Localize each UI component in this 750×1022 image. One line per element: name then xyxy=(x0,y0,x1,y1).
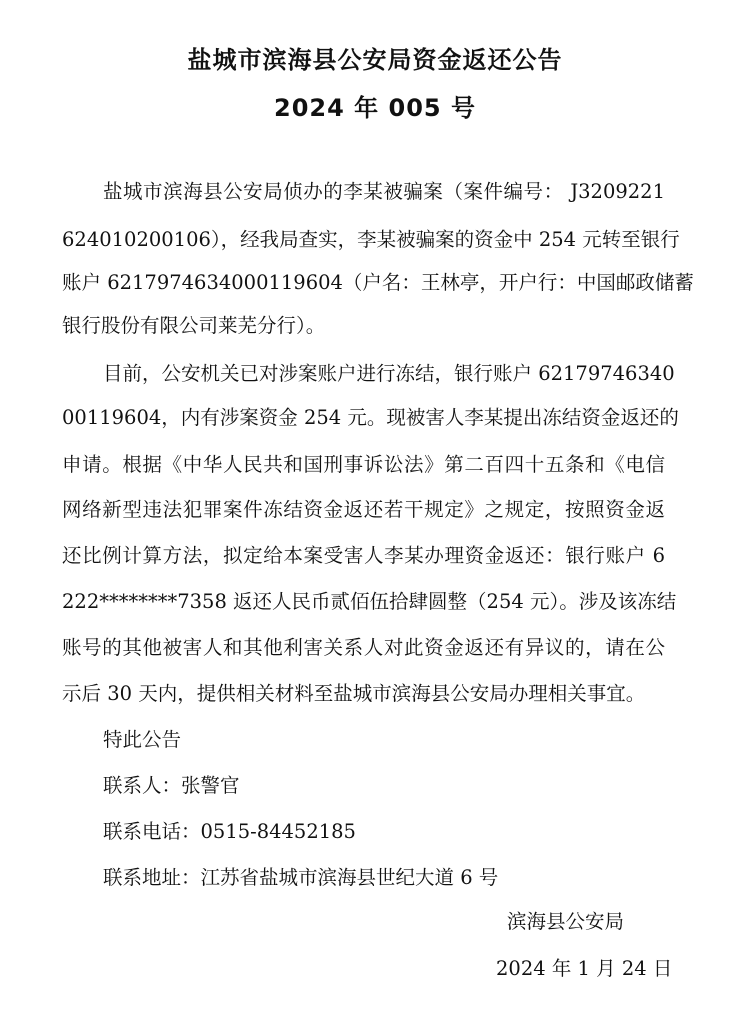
paragraph-2-line: 申请。根据《中华人民共和国刑事诉讼法》第二百四十五条和《电信 xyxy=(62,453,665,476)
paragraph-1-line: 624010200106），经我局查实，李某被骗案的资金中 254 元转至银行 xyxy=(62,228,680,251)
contact-phone: 联系电话：0515-84452185 xyxy=(103,820,356,843)
paragraph-2-line: 222********7358 返还人民币贰佰伍拾肆圆整（254 元）。涉及该冻结 xyxy=(62,590,677,613)
paragraph-2-line: 00119604，内有涉案资金 254 元。现被害人李某提出冻结资金返还的 xyxy=(62,406,679,429)
paragraph-2-line: 示后 30 天内，提供相关材料至盐城市滨海县公安局办理相关事宜。 xyxy=(62,682,646,705)
paragraph-2-line: 目前，公安机关已对涉案账户进行冻结，银行账户 62179746340 xyxy=(103,362,675,385)
contact-address: 联系地址：江苏省盐城市滨海县世纪大道 6 号 xyxy=(103,866,499,889)
paragraph-2-line: 账号的其他被害人和其他利害关系人对此资金返还有异议的，请在公 xyxy=(62,636,665,659)
notice-number: 2024 年 005 号 xyxy=(274,94,476,122)
paragraph-2-line: 还比例计算方法，拟定给本案受害人李某办理资金返还：银行账户 6 xyxy=(62,544,665,567)
paragraph-1-line: 银行股份有限公司莱芜分行）。 xyxy=(62,314,326,337)
contact-person: 联系人：张警官 xyxy=(103,774,240,797)
issuer-signature: 滨海县公安局 xyxy=(507,910,625,933)
closing-statement: 特此公告 xyxy=(103,728,182,751)
issue-date: 2024 年 1 月 24 日 xyxy=(496,957,673,980)
paragraph-1-line: 账户 6217974634000119604（户名：王林亭，开户行：中国邮政储蓄 xyxy=(62,271,694,294)
notice-title: 盐城市滨海县公安局资金返还公告 xyxy=(187,46,563,74)
paragraph-2-line: 网络新型违法犯罪案件冻结资金返还若干规定》之规定，按照资金返 xyxy=(62,498,665,521)
paragraph-1-line: 盐城市滨海县公安局侦办的李某被骗案（案件编号： J3209221 xyxy=(103,180,665,203)
